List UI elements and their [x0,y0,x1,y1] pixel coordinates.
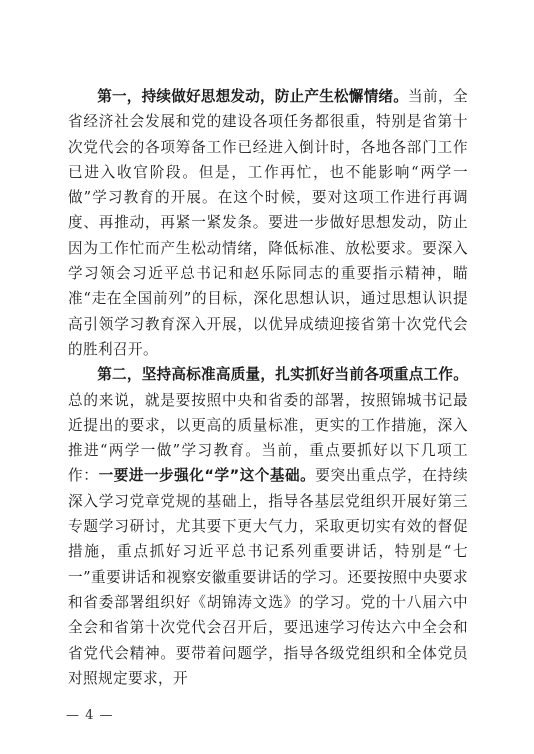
paragraph-1-heading: 第一，持续做好思想发动，防止产生松懈情绪。 [97,88,408,105]
paragraph-2-subheading: 一要进一步强化“学”这个基础。 [98,467,316,485]
body-text [68,84,468,691]
paragraph-2-heading: 第二，坚持高标准高质量，扎实抓好当前各项重点工作。 [97,366,468,384]
paragraph-1-body: 当前，全省经济社会发展和党的建设各项任务都很重，特别是省第十次党代会的各项筹备工作已经进入倒计时，各地各部门工作已进入收官阶段。但是，工作再忙，也不能影响“两学一做”学习教育的开展。在这个时候，要对这项工作进行再调度、再推动，再紧一紧发条。要进一步做好思想发动，防止因为工作忙而产生松动情绪，降低标准、放松要求。要深入学习领会习近平总书记和赵乐际同志的重要指示精神，瞄准“走在全国前列”的目标，深化思想认识，通过思想认识提高引领学习教育深入开展，以优异成绩迎接省第十次党代会的胜利召开。 [68,88,468,358]
paragraph-2-body: 总的来说，就是要按照中央和省委的部署，按照锦城书记最近提出的要求，以更高的质量标准，更实的工作措施，深入推进“两学一做”学习教育。当前，重点要抓好以下几项工作： [68,391,468,485]
paragraph-2-body-continued: 要突出重点学，在持续深入学习党章党规的基础上，指导各基层党组织开展好第三专题学习研讨，尤其要下更大气力，采取更切实有效的督促措施，重点抓好习近平总书记系列重要讲话，特别是“七一”重要讲话和视察安徽重要讲话的学习。还要按照中央要求和省委部署组织好《胡锦涛文选》的学习。党的十八届六中全会和省第十次党代会召开后，要迅速学习传达六中全会和省党代会精神。要带着问题学，指导各级党组织和全体党员对照规定要求，开 [68,467,468,687]
paragraph-2 [68,362,468,691]
paragraph-1 [68,84,468,362]
page-number: — 4 — [66,708,114,723]
